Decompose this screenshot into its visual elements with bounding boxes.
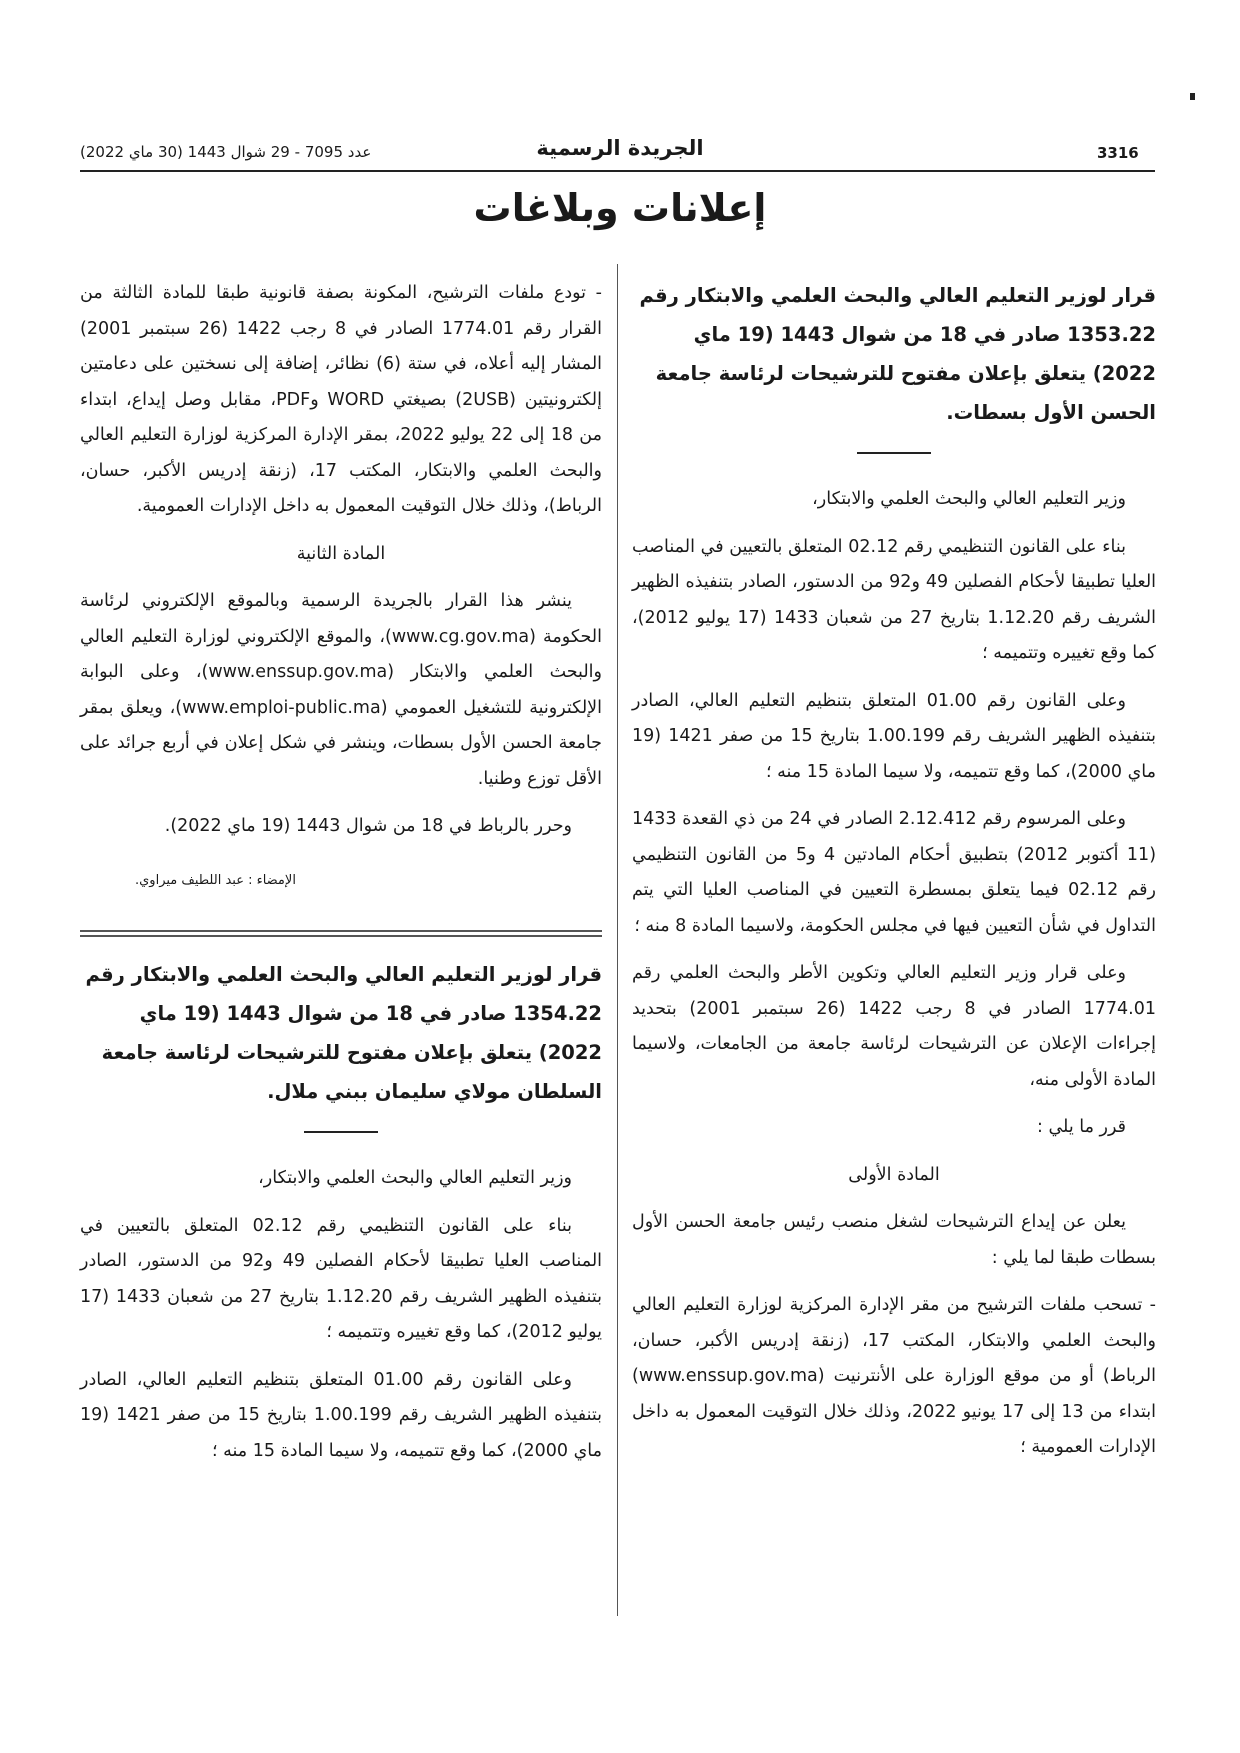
- gazette-title: الجريدة الرسمية: [536, 136, 704, 160]
- decides-line: قرر ما يلي :: [1036, 1117, 1126, 1137]
- article-1-title: المادة الأولى: [848, 1164, 940, 1185]
- column-divider: [617, 264, 618, 1616]
- issue-info: عدد 7095 - 29 شوال 1443 (30 ماي 2022): [80, 143, 372, 161]
- preamble-paragraph: بناء على القانون التنظيمي رقم 02.12 المتعلق بالتعيين في المناصب العليا تطبيقا لأحكام الفصلين 49 و92 من الدستور، الصادر بتنفيذه الظهير الشريف رقم 1.12.20 بتاريخ 27 من شعبان 1433 (17 يوليو 2012)، كما وقع تغييره وتتميمه ؛: [632, 536, 1157, 663]
- decision-1-title: قرار لوزير التعليم العالي والبحث العلمي والابتكار رقم 1353.22 صادر في 18 من شوال 1443 (19 ماي 2022) يتعلق بإعلان مفتوح للترشيحات لرئاسة جامعة الحسن الأول بسطات.: [639, 284, 1156, 424]
- title-separator: [857, 452, 931, 454]
- article-2-text: ينشر هذا القرار بالجريدة الرسمية وبالموقع الإلكتروني لرئاسة الحكومة (www.cg.gov.ma)، والموقع الإلكتروني لوزارة التعليم العالي والبحث العلمي والابتكار (www.enssup.gov.ma)، وعلى البوابة الإلكترونية للتشغيل العمومي (www.emploi-public.ma)، ويعلق بمقر جامعة الحسن الأول بسطات، وينشر في شكل إعلان في أربع جرائد على الأقل توزع وطنيا.: [80, 591, 603, 789]
- minister-line: وزير التعليم العالي والبحث العلمي والابتكار،: [812, 489, 1126, 509]
- preamble-paragraph: وعلى المرسوم رقم 2.12.412 الصادر في 24 من ذي القعدة 1433 (11 أكتوبر 2012) بتطبيق أحكام المادتين 4 و5 من القانون التنظيمي رقم 02.12 فيما يتعلق بمسطرة التعيين في المناصب العليا التي يتم التداول في شأن التعيين فيها في مجلس الحكومة، ولاسيما المادة 8 منه ؛: [632, 809, 1157, 936]
- header-divider: [80, 170, 1155, 172]
- preamble-paragraph: بناء على القانون التنظيمي رقم 02.12 المتعلق بالتعيين في المناصب العليا تطبيقا لأحكام الفصلين 49 و92 من الدستور، الصادر بتنفيذه الظهير الشريف رقم 1.12.20 بتاريخ 27 من شعبان 1433 (17 يوليو 2012)، كما وقع تغييره وتتميمه ؛: [80, 1215, 603, 1342]
- signature: الإمضاء : عبد اللطيف ميراوي.: [135, 872, 296, 888]
- article-2-title: المادة الثانية: [296, 543, 386, 564]
- preamble-paragraph: وعلى القانون رقم 01.00 المتعلق بتنظيم التعليم العالي، الصادر بتنفيذه الظهير الشريف رقم 1.00.199 بتاريخ 15 من صفر 1421 (19 ماي 2000)، كما وقع تتميمه، ولا سيما المادة 15 منه ؛: [80, 1369, 602, 1461]
- decision-2-title: قرار لوزير التعليم العالي والبحث العلمي والابتكار رقم 1354.22 صادر في 18 من شوال 1443 (19 ماي 2022) يتعلق بإعلان مفتوح للترشيحات لرئاسة جامعة السلطان مولاي سليمان ببني ملال.: [85, 963, 602, 1103]
- right-column: [632, 276, 1156, 1478]
- decision-separator: [80, 930, 602, 937]
- minister-line: وزير التعليم العالي والبحث العلمي والابتكار،: [258, 1168, 572, 1188]
- title-separator: [304, 1131, 378, 1133]
- scan-mark: [1190, 93, 1195, 100]
- preamble-paragraph: وعلى القانون رقم 01.00 المتعلق بتنظيم التعليم العالي، الصادر بتنفيذه الظهير الشريف رقم 1.00.199 بتاريخ 15 من صفر 1421 (19 ماي 2000)، كما وقع تتميمه، ولا سيما المادة 15 منه ؛: [632, 690, 1156, 782]
- article-1-bullet: - تسحب ملفات الترشيح من مقر الإدارة المركزية لوزارة التعليم العالي والبحث العلمي والابتكار، المكتب 17، (زنقة إدريس الأكبر، حسان، الرباط) أو من موقع الوزارة على الأنترنيت (www.enssup.gov.ma) ابتداء من 13 إلى 17 يونيو 2022، وذلك خلال التوقيت المعمول به داخل الإدارات العمومية ؛: [632, 1295, 1156, 1457]
- article-1-intro: يعلن عن إيداع الترشيحات لشغل منصب رئيس جامعة الحسن الأول بسطات طبقا لما يلي :: [632, 1212, 1156, 1268]
- done-at-line: وحرر بالرباط في 18 من شوال 1443 (19 ماي 2022).: [164, 816, 572, 836]
- article-1-bullet: - تودع ملفات الترشيح، المكونة بصفة قانونية طبقا للمادة الثالثة من القرار رقم 1774.01 الصادر في 8 رجب 1422 (26 سبتمبر 2001) المشار إليه أعلاه، في ستة (6) نظائر، إضافة إلى نسختين على دعامتين إلكترونيتين (2USB) بصيغتي WORD وPDF، مقابل وصل إيداع، ابتداء من 18 إلى 22 يوليو 2022، بمقر الإدارة المركزية لوزارة التعليم العالي والبحث العلمي والابتكار، المكتب 17، (زنقة إدريس الأكبر، حسان، الرباط)، وذلك خلال التوقيت المعمول به داخل الإدارات العمومية.: [80, 283, 603, 516]
- preamble-paragraph: وعلى قرار وزير التعليم العالي وتكوين الأطر والبحث العلمي رقم 1774.01 الصادر في 8 رجب 1422 (26 سبتمبر 2001) بتحديد إجراءات الإعلان عن الترشيحات لرئاسة جامعة من الجامعات، ولاسيما المادة الأولى منه،: [632, 963, 1156, 1090]
- page-number: 3316: [1097, 144, 1139, 162]
- section-title: إعلانات وبلاغات: [473, 186, 767, 230]
- left-column: [80, 276, 602, 1481]
